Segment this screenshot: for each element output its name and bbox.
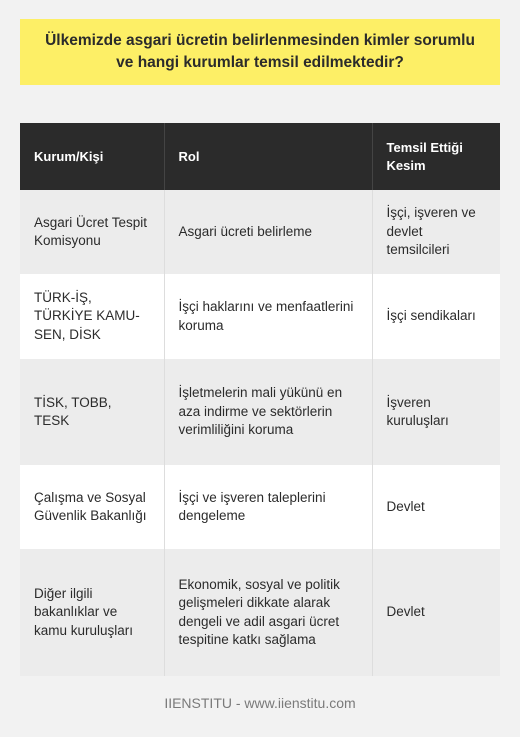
info-table (20, 123, 500, 676)
column-header-represented: Temsil Ettiği Kesim (372, 123, 500, 190)
table-cell: TİSK, TOBB, TESK (20, 359, 164, 465)
table-cell: İşletmelerin mali yükünü en aza indirme ve sektörlerin verimliliğini koruma (164, 359, 372, 465)
column-header-institution: Kurum/Kişi (20, 123, 164, 190)
page-title: Ülkemizde asgari ücretin belirlenmesinden kimler sorumlu ve hangi kurumlar temsil edilmektedir? (45, 32, 475, 71)
table-row (20, 274, 500, 359)
table-cell: İşçi ve işveren taleplerini dengeleme (164, 465, 372, 549)
table-row (20, 190, 500, 274)
table-cell: Asgari ücreti belirleme (164, 190, 372, 274)
table-row (20, 465, 500, 549)
footer-credit: IIENSTITU - www.iienstitu.com (164, 695, 356, 711)
table-cell: İşçi sendikaları (372, 274, 500, 359)
title-banner (20, 19, 500, 85)
table-cell: Devlet (372, 549, 500, 676)
table-row (20, 549, 500, 676)
table-cell: Asgari Ücret Tespit Komisyonu (20, 190, 164, 274)
table-row (20, 359, 500, 465)
table-cell: Devlet (372, 465, 500, 549)
table-cell: Çalışma ve Sosyal Güvenlik Bakanlığı (20, 465, 164, 549)
column-header-role: Rol (164, 123, 372, 190)
table-cell: TÜRK-İŞ, TÜRKİYE KAMU-SEN, DİSK (20, 274, 164, 359)
table-cell: Diğer ilgili bakanlıklar ve kamu kuruluşları (20, 549, 164, 676)
table-cell: İşveren kuruluşları (372, 359, 500, 465)
table-cell: İşçi haklarını ve menfaatlerini koruma (164, 274, 372, 359)
table-cell: İşçi, işveren ve devlet temsilcileri (372, 190, 500, 274)
table-header-row (20, 123, 500, 190)
table-cell: Ekonomik, sosyal ve politik gelişmeleri dikkate alarak dengeli ve adil asgari ücret tespitine katkı sağlama (164, 549, 372, 676)
